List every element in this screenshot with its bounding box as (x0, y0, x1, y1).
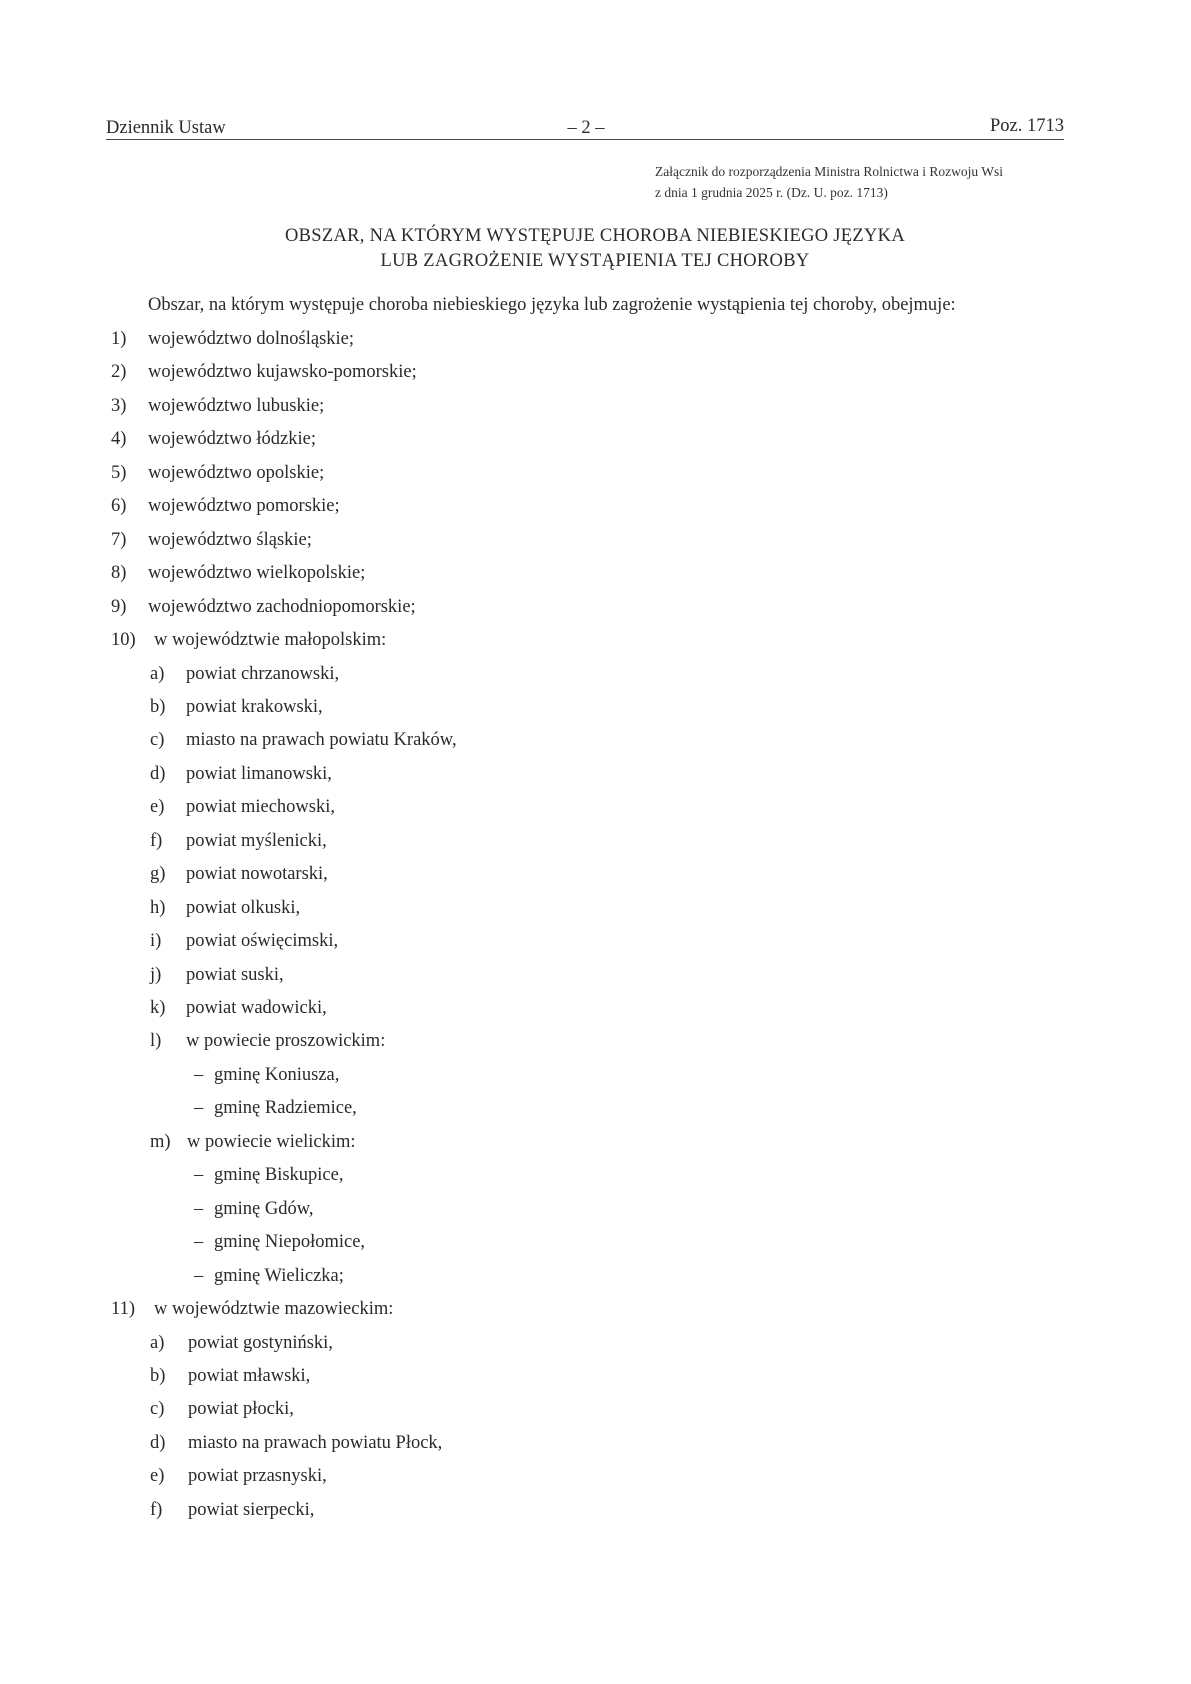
title-line: LUB ZAGROŻENIE WYSTĄPIENIA TEJ CHOROBY (380, 251, 810, 271)
list-item-marker: c) (150, 1399, 165, 1419)
document-title (200, 224, 990, 274)
annex-note-line: z dnia 1 grudnia 2025 r. (Dz. U. poz. 1713) (655, 185, 888, 200)
list-item-text: gminę Wieliczka; (214, 1266, 344, 1286)
list-item-text: powiat sierpecki, (188, 1500, 315, 1520)
list-item-marker: a) (150, 664, 165, 684)
list-item-marker: 6) (111, 496, 127, 516)
list-item-marker: i) (150, 931, 162, 951)
list-item-marker: b) (150, 1366, 166, 1386)
list-item-marker: 3) (111, 396, 127, 416)
list-item-marker: 5) (111, 463, 127, 483)
list-item-marker: – (194, 1199, 204, 1219)
list-item-text: województwo pomorskie; (148, 496, 340, 516)
list-item-text: powiat przasnyski, (188, 1466, 327, 1486)
list-item-marker: – (194, 1232, 204, 1252)
list-item-marker: – (194, 1266, 204, 1286)
list-item-marker: j) (150, 965, 162, 985)
list-item-text: powiat olkuski, (186, 898, 301, 918)
list-item-marker: b) (150, 697, 166, 717)
list-item-marker: f) (150, 1500, 163, 1520)
list-item-text: powiat mławski, (188, 1366, 311, 1386)
list-item-text: powiat krakowski, (186, 697, 323, 717)
list-item-text: w województwie małopolskim: (154, 630, 387, 650)
list-item-marker: f) (150, 831, 163, 851)
list-item-marker: d) (150, 1433, 166, 1453)
list-item-text: miasto na prawach powiatu Płock, (188, 1433, 443, 1453)
list-item-text: gminę Gdów, (214, 1199, 314, 1219)
list-item-marker: 1) (111, 329, 127, 349)
list-item-text: powiat suski, (186, 965, 284, 985)
list-item-text: miasto na prawach powiatu Kraków, (186, 730, 457, 750)
intro-paragraph: Obszar, na którym występuje choroba niebieskiego języka lub zagrożenie wystąpienia tej choroby, obejmuje: (148, 295, 956, 315)
list-item-text: województwo wielkopolskie; (148, 563, 366, 583)
list-item-text: województwo śląskie; (148, 530, 312, 550)
list-item-marker: l) (150, 1031, 162, 1051)
list-item-marker: 10) (111, 630, 136, 650)
list-item-text: gminę Radziemice, (214, 1098, 357, 1118)
list-item-text: województwo dolnośląskie; (148, 329, 355, 349)
list-item-text: powiat chrzanowski, (186, 664, 340, 684)
list-item-text: gminę Niepołomice, (214, 1232, 366, 1252)
list-item-text: powiat miechowski, (186, 797, 336, 817)
list-item-text: powiat myślenicki, (186, 831, 327, 851)
list-item-marker: 11) (111, 1299, 135, 1319)
journal-name: Dziennik Ustaw (106, 118, 226, 138)
list-item-marker: k) (150, 998, 166, 1018)
list-item-marker: c) (150, 730, 165, 750)
list-item-marker: g) (150, 864, 166, 884)
list-item-text: województwo łódzkie; (148, 429, 316, 449)
list-item-marker: – (194, 1065, 204, 1085)
list-item-marker: e) (150, 1466, 165, 1486)
list-item-text: powiat płocki, (188, 1399, 294, 1419)
list-item-marker: 9) (111, 597, 127, 617)
list-item-marker: 4) (111, 429, 127, 449)
list-item-text: w powiecie wielickim: (187, 1132, 356, 1152)
list-item-marker: h) (150, 898, 166, 918)
list-item-marker: – (194, 1098, 204, 1118)
page-header (106, 113, 1064, 140)
list-item-text: powiat gostyniński, (188, 1333, 333, 1353)
list-item-text: województwo opolskie; (148, 463, 325, 483)
list-item-text: województwo zachodniopomorskie; (148, 597, 416, 617)
list-item-text: w województwie mazowieckim: (154, 1299, 394, 1319)
list-item-marker: 7) (111, 530, 127, 550)
annex-note-line: Załącznik do rozporządzenia Ministra Rolnictwa i Rozwoju Wsi (655, 164, 1004, 179)
list-item-marker: d) (150, 764, 166, 784)
list-item-marker: e) (150, 797, 165, 817)
list-item-marker: a) (150, 1333, 165, 1353)
position-number: Poz. 1713 (990, 116, 1064, 136)
list-item-marker: 2) (111, 362, 127, 382)
list-item-text: gminę Biskupice, (214, 1165, 344, 1185)
list-item-text: powiat limanowski, (186, 764, 332, 784)
title-line: OBSZAR, NA KTÓRYM WYSTĘPUJE CHOROBA NIEBIESKIEGO JĘZYKA (284, 226, 905, 246)
list-item-text: w powiecie proszowickim: (186, 1031, 386, 1051)
list-item-marker: m) (150, 1132, 171, 1152)
list-item-text: powiat nowotarski, (186, 864, 328, 884)
list-item-text: powiat oświęcimski, (186, 931, 339, 951)
list-item-text: województwo lubuskie; (148, 396, 325, 416)
list-item-marker: 8) (111, 563, 127, 583)
list-item-marker: – (194, 1165, 204, 1185)
list-item-text: gminę Koniusza, (214, 1065, 340, 1085)
list-item-text: województwo kujawsko-pomorskie; (148, 362, 417, 382)
page-number: – 2 – (567, 118, 605, 138)
annex-note (655, 161, 1003, 203)
list-item-text: powiat wadowicki, (186, 998, 327, 1018)
